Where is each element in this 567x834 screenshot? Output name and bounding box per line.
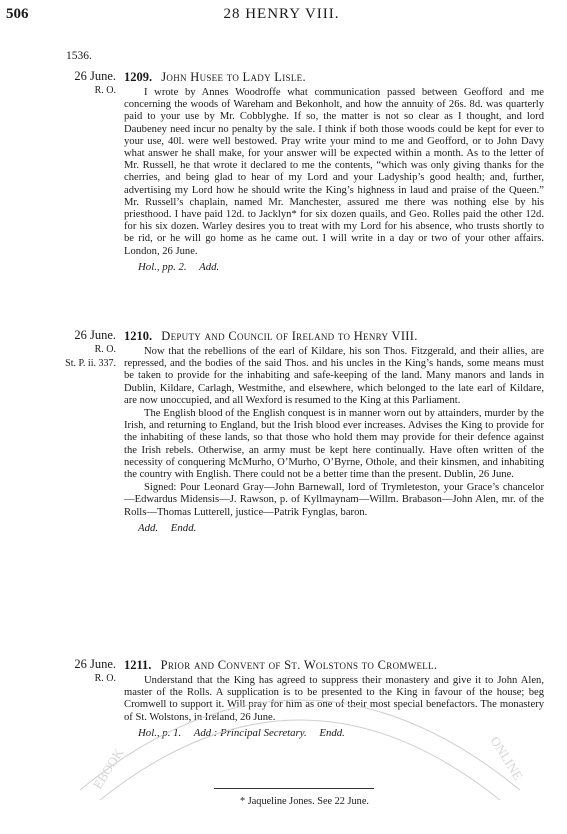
note-item: Hol., pp. 2. bbox=[138, 260, 187, 273]
entry-paragraph: The English blood of the English conquest is in manner worn out by attainders, murder by the Irish, and returning to England, but the Irish blood ever increases. Advises the King to provide for the inhabiting of these lands, so that those who hold them may provide for their defence against the Irish rebels. Otherwise, an army must be kept here continually. Have often written of the necessity of conquering McMurho, O’Murho, O’Byrne, Othole, and their kinsmen, and inhabiting the country with English. There could not be a better time than the present. Dublin, 26 June. bbox=[124, 408, 544, 481]
entry-date: 26 June. bbox=[74, 69, 116, 83]
entry-source: R. O. bbox=[94, 673, 116, 684]
note-item: Add.: Principal Secretary. bbox=[193, 726, 307, 739]
note-item: Add. bbox=[138, 521, 159, 534]
entry-number: 1211. bbox=[124, 658, 152, 672]
entry-heading bbox=[124, 329, 418, 344]
entry-title: Prior and Convent of St. Wolstons to Cromwell. bbox=[160, 658, 438, 672]
entry-body bbox=[124, 675, 544, 739]
entry-margin bbox=[0, 70, 116, 97]
entry-margin bbox=[0, 329, 116, 370]
entry-body bbox=[124, 346, 544, 534]
watermark-right-text: ONLINE bbox=[487, 733, 526, 783]
entry-date: 26 June. bbox=[74, 328, 116, 342]
entry-paragraph: Understand that the King has agreed to suppress their monastery and give it to John Alen, master of the Rolls. A supplication is to be presented to the King in favour of the house; beg Cromwell to support it. Will pray for him as one of their most special benefactors. The monastery of St. Wolstons, in Ireland, 26 June. bbox=[124, 675, 544, 723]
entry-margin bbox=[0, 658, 116, 685]
entry-signatories: Signed: Pour Leonard Gray—John Barnewall, lord of Trymleteston, your Grace’s chancelor—Edwardus Midensis—J. Rawson, p. of Kyllmaynam—Willm. Brabason—John Alen, mr. of the Rolls—Thomas Lutterell, justice—Patrik Fynglas, baron. bbox=[124, 482, 544, 518]
entry-note bbox=[138, 727, 544, 739]
entry-note bbox=[138, 522, 544, 534]
entry-number: 1209. bbox=[124, 70, 153, 84]
note-item: Endd. bbox=[170, 521, 197, 534]
note-item: Add. bbox=[199, 260, 220, 273]
entry-heading bbox=[124, 658, 437, 673]
footnote-rule bbox=[214, 788, 374, 789]
entry-source: St. P. ii. 337. bbox=[65, 358, 116, 369]
entry-title: Deputy and Council of Ireland to Henry VIII. bbox=[161, 329, 418, 343]
page-header bbox=[6, 4, 557, 26]
entry-body bbox=[124, 87, 544, 273]
entry-note bbox=[138, 261, 544, 273]
year-marker: 1536. bbox=[66, 50, 92, 62]
entry-date: 26 June. bbox=[74, 657, 116, 671]
footnote: * Jaqueline Jones. See 22 June. bbox=[240, 796, 369, 807]
running-head: 28 HENRY VIII. bbox=[223, 6, 340, 22]
entry-paragraph: Now that the rebellions of the earl of Kildare, his son Thos. Fitzgerald, and their allies, are repressed, and the bodies of the said Thos. and his uncles in the King’s hands, some means must be taken to provide for the inhabiting and safe-keeping of the land. Many manors and lands in Dublin, Kildare, Carlagh, Westmithe, and elsewhere, which belonged to the late earl of Kildare, are now unoccupied, and all Wexford is resumed to the King at this Parliament. bbox=[124, 346, 544, 406]
entry-paragraph: I wrote by Annes Woodroffe what communication passed between Geofford and me concerning the woods of Wareham and Bekonholt, and how the annuity of 26s. 8d. was quarterly paid to your use by Mr. Cobblyghe. If so, the matter is not so clear as I thought, and lord Daubeney need incur no penalty by the sale. I think if both those woods could be kept for ever to your use, 40l. were well bestowed. Pray write your mind to me and Geofford, or to John Davy what answer he shall make, for your answer will be expected within a month. As to the letter of Mr. Russell, he that wrote it declared to me the contents, “which was only giving thanks for the cherries, and being glad to hear of my Lord and your Ladyship’s good health; and, further, advertising my Lord how he should write the King’s highness in laud and praise of the Queen.” Mr. Russell’s chaplain, named Mr. Manchester, assured me there was nothing else by his priesthood. I have paid 12d. to Jacklyn* for six dozen quails, and Geo. Rolles paid the other 12d. for his six dozen. Warley desires you to treat with my Lord for his absence, who trusts shortly to be rid, or he will go home as he came out. I will write in a day or two of your other affairs. London, 26 June. bbox=[124, 87, 544, 257]
entry-source: R. O. bbox=[94, 344, 116, 355]
watermark-left-text: EBOOK bbox=[89, 745, 127, 792]
page-number: 506 bbox=[6, 6, 29, 22]
entry-heading bbox=[124, 70, 306, 85]
entry-title: John Husee to Lady Lisle. bbox=[161, 70, 306, 84]
entry-number: 1210. bbox=[124, 329, 153, 343]
entry-source: R. O. bbox=[94, 85, 116, 96]
note-item: Hol., p. 1. bbox=[138, 726, 182, 739]
note-item: Endd. bbox=[319, 726, 345, 739]
